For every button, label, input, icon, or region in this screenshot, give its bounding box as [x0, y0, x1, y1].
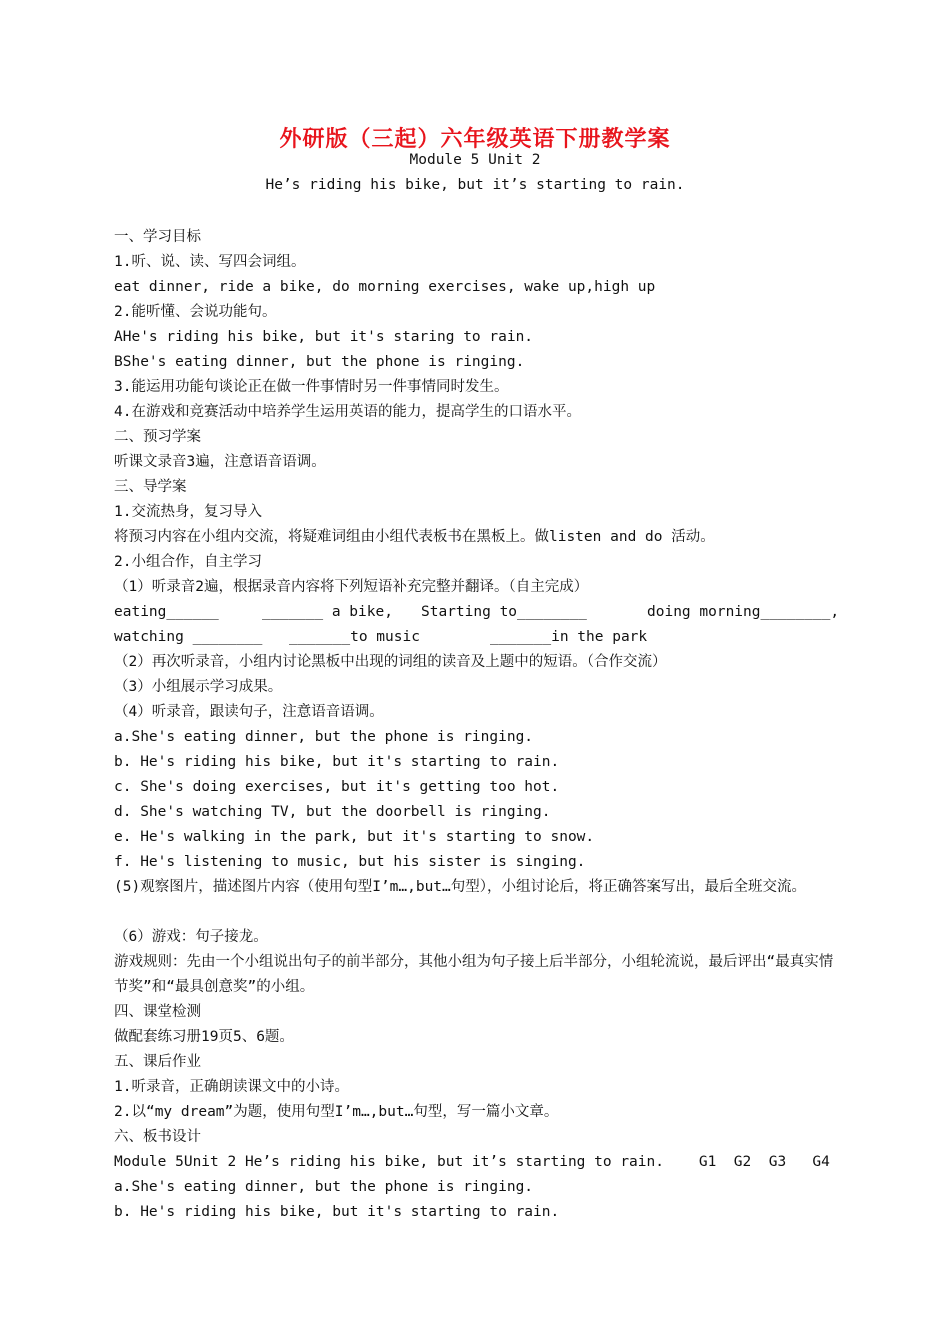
fill-blank: eating______	[114, 604, 219, 620]
text-line: e. He's walking in the park, but it's starting to snow.	[114, 829, 595, 845]
fill-blank: watching ________	[114, 629, 263, 645]
text-line: 3.能运用功能句谈论正在做一件事情时另一件事情同时发生。	[114, 379, 509, 395]
text-line: d. She's watching TV, but the doorbell is ringing.	[114, 804, 551, 820]
section-heading: 一、学习目标	[114, 229, 201, 245]
module-heading: Module 5 Unit 2	[409, 152, 541, 168]
fill-blank: Starting to________	[421, 604, 587, 620]
section-heading: 五、课后作业	[114, 1054, 201, 1070]
text-line: （2）再次听录音，小组内讨论黑板中出现的词组的读音及上题中的短语。（合作交流）	[114, 654, 667, 670]
text-line: 2.能听懂、会说功能句。	[114, 304, 277, 320]
text-line: （6）游戏：句子接龙。	[114, 929, 268, 945]
text-line: 听课文录音3遍，注意语音语调。	[114, 454, 326, 470]
fill-blank: _______to music	[289, 629, 420, 645]
text-line: 1.交流热身，复习导入	[114, 504, 262, 520]
text-line: 做配套练习册19页5、6题。	[114, 1029, 294, 1045]
fill-blank: _______ a bike,	[262, 604, 393, 620]
document-title: 外研版（三起）六年级英语下册教学案	[279, 127, 671, 152]
text-line: b. He's riding his bike, but it's starting to rain.	[114, 754, 560, 770]
text-line: 2.小组合作，自主学习	[114, 554, 262, 570]
section-heading: 二、预习学案	[114, 429, 201, 445]
fill-blank: doing morning________,	[647, 604, 840, 620]
text-line: eat dinner, ride a bike, do morning exercises, wake up,high up	[114, 279, 656, 295]
text-line: 1.听、说、读、写四会词组。	[114, 254, 306, 270]
text-paragraph: (5)观察图片，描述图片内容（使用句型I’m…,but…句型），小组讨论后，将正确答案写出，最后全班交流。	[114, 879, 807, 895]
text-line: f. He's listening to music, but his sister is singing.	[114, 854, 586, 870]
text-line: b. He's riding his bike, but it's starting to rain.	[114, 1204, 560, 1220]
text-line: （1）听录音2遍，根据录音内容将下列短语补充完整并翻译。（自主完成）	[114, 579, 589, 595]
text-line: 1.听录音，正确朗读课文中的小诗。	[114, 1079, 349, 1095]
text-paragraph: 游戏规则：先由一个小组说出句子的前半部分，其他小组为句子接上后半部分，小组轮流说，最后评出“最真实情节奖”和“最具创意奖”的小组。	[114, 954, 834, 995]
text-line: （4）听录音，跟读句子，注意语音语调。	[114, 704, 384, 720]
lesson-subtitle: He’s riding his bike, but it’s starting to rain.	[265, 177, 685, 193]
text-line: BShe's eating dinner, but the phone is ringing.	[114, 354, 525, 370]
text-line: （3）小组展示学习成果。	[114, 679, 283, 695]
text-line: a.She's eating dinner, but the phone is ringing.	[114, 1179, 534, 1195]
section-heading: 六、板书设计	[114, 1129, 201, 1145]
fill-blank: _______in the park	[490, 629, 648, 645]
section-heading: 四、课堂检测	[114, 1004, 201, 1020]
text-line: c. She's doing exercises, but it's getting too hot.	[114, 779, 560, 795]
text-line: 将预习内容在小组内交流，将疑难词组由小组代表板书在黑板上。做listen and do 活动。	[114, 529, 715, 545]
text-line: AHe's riding his bike, but it's staring to rain.	[114, 329, 534, 345]
text-line: Module 5Unit 2 He’s riding his bike, but it’s starting to rain. G1 G2 G3 G4	[114, 1154, 830, 1170]
section-heading: 三、导学案	[114, 479, 187, 495]
text-line: a.She's eating dinner, but the phone is ringing.	[114, 729, 534, 745]
text-line: 4.在游戏和竞赛活动中培养学生运用英语的能力，提高学生的口语水平。	[114, 404, 581, 420]
text-line: 2.以“my dream”为题，使用句型I’m…,but…句型，写一篇小文章。	[114, 1104, 559, 1120]
